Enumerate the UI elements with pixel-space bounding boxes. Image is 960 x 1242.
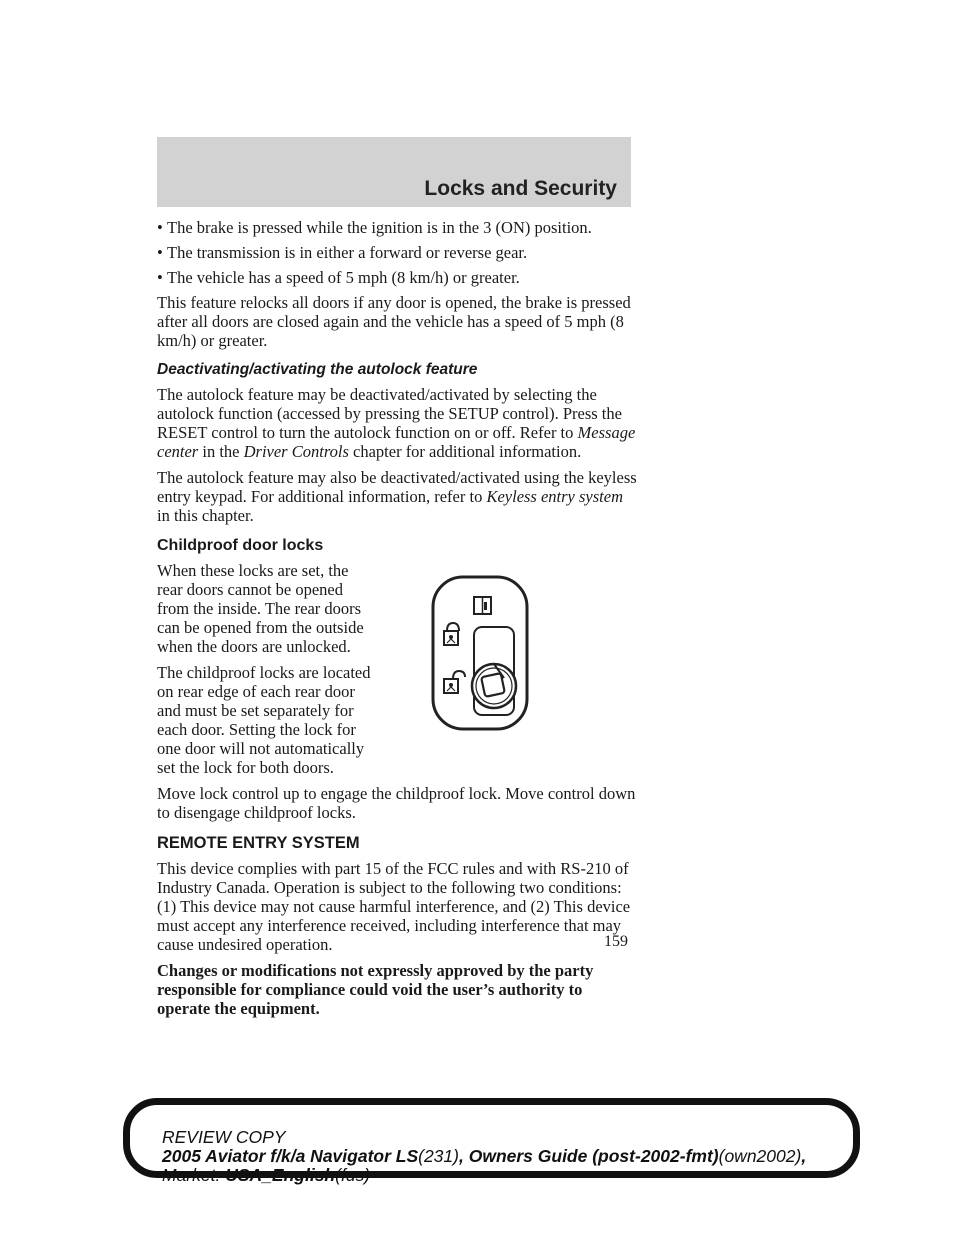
keyless-entry-ref: Keyless entry system xyxy=(486,487,623,506)
guide-name: Owners Guide (post-2002-fmt) xyxy=(468,1146,719,1166)
bullet-text: The transmission is in either a forward or reverse gear. xyxy=(167,243,528,262)
bullet-text: The brake is pressed while the ignition is in the 3 (ON) position. xyxy=(167,218,592,237)
message-center-ref: Message center xyxy=(157,423,636,461)
bullet-item xyxy=(157,218,637,237)
remote-paragraph-1: This device complies with part 15 of the FCC rules and with RS-210 of Industry Canada. Operation is subject to the following two conditions: (1) This device may not cause harmful interference, and (2) This device must accept any interference received, including interference that may cause undesired operation. xyxy=(157,859,631,954)
market-code: (fus) xyxy=(335,1165,371,1185)
model-code: (231) xyxy=(418,1146,459,1166)
header-band xyxy=(157,137,631,207)
text-run: chapter for additional information. xyxy=(348,442,582,461)
childproof-paragraph-3: Move lock control up to engage the childproof lock. Move control down to disengage childproof locks. xyxy=(157,784,636,822)
childproof-paragraph-2: The childproof locks are located on rear edge of each rear door and must be set separately for each door. Setting the lock for one door will not automatically set the lock for both doors. xyxy=(157,663,371,777)
separator: , xyxy=(801,1146,807,1166)
review-copy-label: REVIEW COPY xyxy=(162,1127,286,1147)
section-title: Locks and Security xyxy=(424,177,617,200)
footer-text xyxy=(162,1128,806,1185)
separator: , xyxy=(458,1146,469,1166)
text-run: The autolock feature may also be deactivated/activated using the keyless entry keypad. For additional information, refer to xyxy=(157,468,637,506)
page-content xyxy=(157,218,637,1025)
guide-code: (own2002) xyxy=(718,1146,802,1166)
footer-market-line xyxy=(162,1166,806,1185)
page-number: 159 xyxy=(604,933,628,950)
childproof-text xyxy=(157,561,371,784)
market-name: USA_English xyxy=(225,1165,336,1185)
autolock-paragraph-1 xyxy=(157,385,637,461)
text-run: The autolock feature may be deactivated/activated by selecting the autolock function (accessed by pressing the SETUP control). Press the RESET control to turn the autolock function on or off. Refer to xyxy=(157,385,622,442)
remote-entry-heading: REMOTE ENTRY SYSTEM xyxy=(157,834,360,852)
childproof-lock-switch-icon xyxy=(431,575,531,735)
bullet-item xyxy=(157,268,637,287)
bullet-text: The vehicle has a speed of 5 mph (8 km/h) or greater. xyxy=(167,268,520,287)
autolock-heading: Deactivating/activating the autolock feature xyxy=(157,361,478,378)
model-name: 2005 Aviator f/k/a Navigator LS xyxy=(162,1146,419,1166)
autolock-paragraph-2 xyxy=(157,468,637,525)
driver-controls-ref: Driver Controls xyxy=(243,442,349,461)
text-run: in this chapter. xyxy=(157,506,254,525)
text-run: in the xyxy=(198,442,244,461)
relock-paragraph: This feature relocks all doors if any door is opened, the brake is pressed after all doors are closed again and the vehicle has a speed of 5 mph (8 km/h) or greater. xyxy=(157,293,631,350)
bullet-icon: • xyxy=(157,268,163,287)
footer-model-line xyxy=(162,1147,806,1166)
remote-paragraph-2: Changes or modifications not expressly approved by the party responsible for compliance could void the user’s authority to operate the equipment. xyxy=(157,961,594,1018)
childproof-block xyxy=(157,561,637,784)
bullet-icon: • xyxy=(157,243,163,262)
bullet-icon: • xyxy=(157,218,163,237)
childproof-paragraph-1: When these locks are set, the rear doors cannot be opened from the inside. The rear doors can be opened from the outside when the doors are unlocked. xyxy=(157,561,364,656)
childproof-heading: Childproof door locks xyxy=(157,537,324,554)
bullet-item xyxy=(157,243,637,262)
market-label: Market: xyxy=(162,1165,221,1185)
